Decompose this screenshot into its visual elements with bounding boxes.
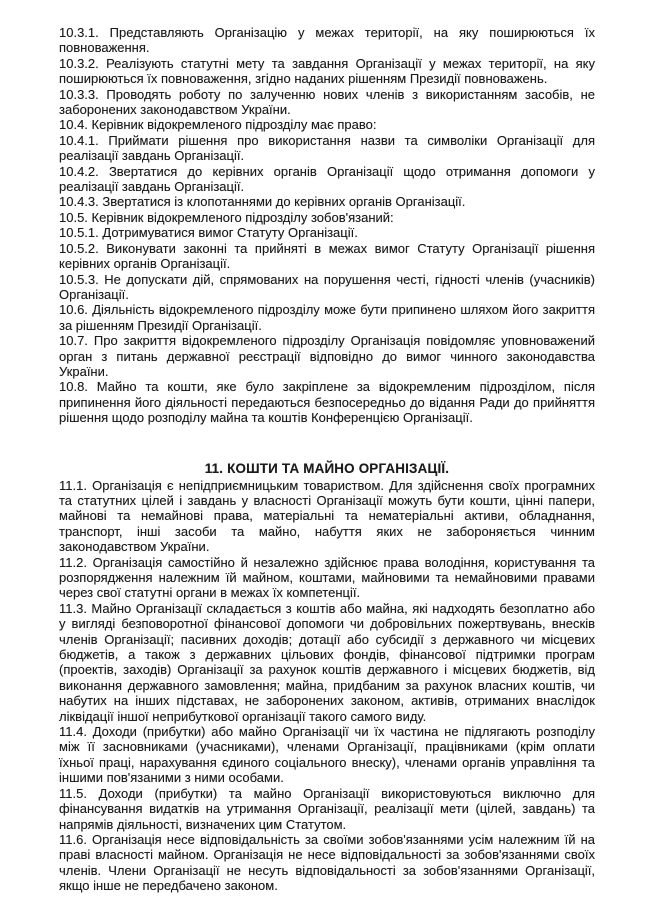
paragraph-10-4-1: 10.4.1. Приймати рішення про використання назви та символіки Організації для реалізації завдань Організації. — [59, 132, 595, 164]
paragraph-10-4: 10.4. Керівник відокремленого підрозділу має право: — [59, 117, 377, 133]
paragraph-10-4-2: 10.4.2. Звертатися до керівних органів Організації щодо отримання допомоги у реалізації завдань Організації. — [59, 163, 595, 195]
paragraph-11-5: 11.5. Доходи (прибутки) та майно Організації використовуються виключно для фінансування видатків на утримання Організації, реалізації мети (цілей, завдань) та напрямів діяльності, визначених цим Статутом. — [59, 785, 595, 832]
paragraph-11-3: 11.3. Майно Організації складається з коштів або майна, які надходять безоплатно або у вигляді безповоротної фінансової допомоги чи добровільних пожертвувань, внесків членів Організації; пасивних доходів; дотації або субсидії з державного чи місцевих бюджетів, а також з державних цільових фондів, фінансової підтримки програм (проектів, заходів) Організації за рахунок коштів державного і місцевих бюджетів, від виконання державного замовлення; майна, придбаним за рахунок власних коштів, чи набутих на інших підставах, не заборонених законом, активів, отриманих внаслідок ліквідації іншої неприбуткової організації такого самого виду. — [59, 600, 595, 724]
section-11-block — [59, 478, 595, 894]
paragraph-10-8: 10.8. Майно та кошти, яке було закріплене за відокремленим підрозділом, після припинення його діяльності передаються безпосередньо до відання Ради до прийняття рішення щодо розподілу майна та коштів Конференцією Організації. — [59, 379, 595, 426]
paragraph-10-3-1: 10.3.1. Представляють Організацію у межах території, на яку поширюються їх повноваження. — [59, 25, 595, 56]
paragraph-10-4-3: 10.4.3. Звертатися із клопотаннями до керівних органів Організації. — [59, 194, 466, 210]
paragraph-10-5-2: 10.5.2. Виконувати законні та прийняті в межах вимог Статуту Організації рішення керівних органів Організації. — [59, 240, 595, 272]
paragraph-11-4: 11.4. Доходи (прибутки) або майно Організації чи їх частина не підлягають розподілу між її засновниками (учасниками), членами Організації, працівниками (крім оплати їхньої праці, нарахування єдиного соціального внеску), членами органів управління та іншими пов'язаними з ними особами. — [59, 724, 595, 786]
paragraph-10-7: 10.7. Про закриття відокремленого підрозділу Організація повідомляє уповноважений орган з питань державної реєстрації відповідно до вимог чинного законодавства України. — [59, 333, 595, 379]
paragraph-11-2: 11.2. Організація самостійно й незалежно здійснює права володіння, користування та розпорядження належним їй майном, коштами, майновими та немайновими правами через свої статутні органи в межах їх компетенції. — [59, 554, 595, 601]
paragraph-10-3-3: 10.3.3. Проводять роботу по залученню нових членів з використанням засобів, не заборонених законодавством України. — [59, 86, 595, 118]
section-10-block — [59, 25, 595, 426]
section-11-heading: 11. КОШТИ ТА МАЙНО ОРГАНІЗАЦІЇ. — [204, 460, 450, 476]
paragraph-10-5: 10.5. Керівник відокремленого підрозділу зобов'язаний: — [59, 209, 394, 225]
paragraph-10-5-1: 10.5.1. Дотримуватися вимог Статуту Організації. — [59, 225, 358, 241]
paragraph-11-1: 11.1. Організація є непідприємницьким товариством. Для здійснення своїх програмних та статутних цілей і завдань у власності Організації можуть бути кошти, цінні папери, майнові та немайнові права, матеріальні та нематеріальні активи, обладнання, транспорт, інші засоби та майно, набуття яких не забороняється чинним законодавством України. — [59, 477, 595, 555]
paragraph-11-6: 11.6. Організація несе відповідальність за своїми зобов'язаннями усім належним їй на праві власності майном. Організація не несе відповідальності за зобов'язаннями своїх членів. Члени Організації не несуть відповідальності за зобов'язаннями Організації, якщо інше не передбачено законом. — [59, 831, 595, 894]
paragraph-10-6: 10.6. Діяльність відокремленого підрозділу може бути припинено шляхом його закриття за рішенням Президії Організації. — [59, 302, 595, 333]
paragraph-10-3-2: 10.3.2. Реалізують статутні мету та завдання Організації у межах території, на яку поширюються їх повноваження, згідно наданих рішенням Президії повноважень. — [59, 55, 595, 87]
paragraph-10-5-3: 10.5.3. Не допускати дій, спрямованих на порушення честі, гідності членів (учасників) Організації. — [59, 271, 595, 302]
